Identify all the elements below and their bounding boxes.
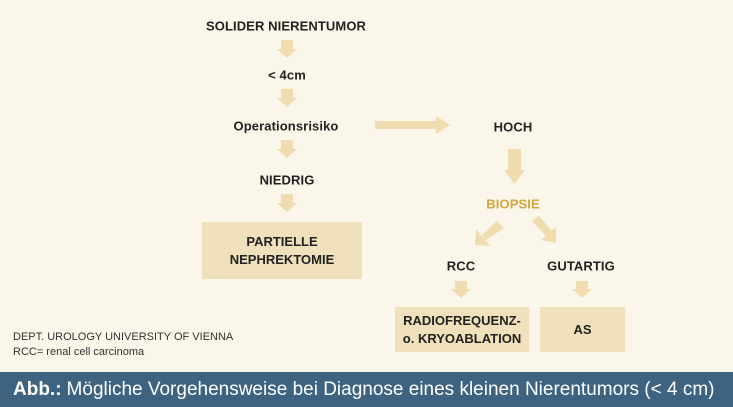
caption-bar bbox=[0, 372, 733, 407]
arrow-low-to-nephrectomy bbox=[277, 194, 297, 212]
arrow-tumor-to-size bbox=[277, 40, 297, 58]
arrow-biopsy-to-benign bbox=[532, 216, 556, 243]
node-rcc: RCC bbox=[446, 258, 476, 274]
arrow-risk-to-low bbox=[277, 140, 297, 158]
box-partial-nephrectomy bbox=[202, 222, 362, 279]
node-size: < 4cm bbox=[268, 67, 306, 83]
arrow-size-to-risk bbox=[277, 89, 297, 107]
node-high: HOCH bbox=[493, 119, 533, 135]
box-partial-nephrectomy-line2: NEPHREKTOMIE bbox=[229, 251, 335, 267]
arrow-rcc-to-ablation bbox=[451, 281, 471, 298]
node-solid-tumor: SOLIDER NIERENTUMOR bbox=[205, 18, 367, 34]
node-benign: GUTARTIG bbox=[547, 258, 615, 274]
box-ablation-line1: RADIOFREQUENZ- bbox=[403, 312, 521, 328]
box-ablation bbox=[395, 307, 529, 352]
node-low: NIEDRIG bbox=[259, 172, 315, 188]
caption-lead: Abb.: bbox=[13, 378, 62, 400]
node-biopsy: BIOPSIE bbox=[486, 196, 540, 212]
box-partial-nephrectomy-line1: PARTIELLE bbox=[246, 233, 318, 249]
box-as bbox=[540, 307, 625, 352]
footnote-abbreviation: RCC= renal cell carcinoma bbox=[13, 346, 145, 358]
arrow-benign-to-as bbox=[572, 281, 592, 298]
arrow-high-to-biopsy bbox=[504, 149, 525, 184]
caption-text: Mögliche Vorgehensweise bei Diagnose eines kleinen Nierentumors (< 4 cm) bbox=[66, 378, 715, 400]
footnote-source: DEPT. UROLOGY UNIVERSITY OF VIENNA bbox=[13, 331, 234, 343]
arrow-risk-to-high bbox=[375, 116, 450, 134]
footnote bbox=[13, 330, 233, 360]
box-ablation-line2: o. KRYOABLATION bbox=[402, 330, 522, 346]
node-risk: Operationsrisiko bbox=[233, 118, 339, 134]
arrow-biopsy-to-rcc bbox=[475, 221, 504, 246]
box-as-label: AS bbox=[573, 321, 592, 337]
